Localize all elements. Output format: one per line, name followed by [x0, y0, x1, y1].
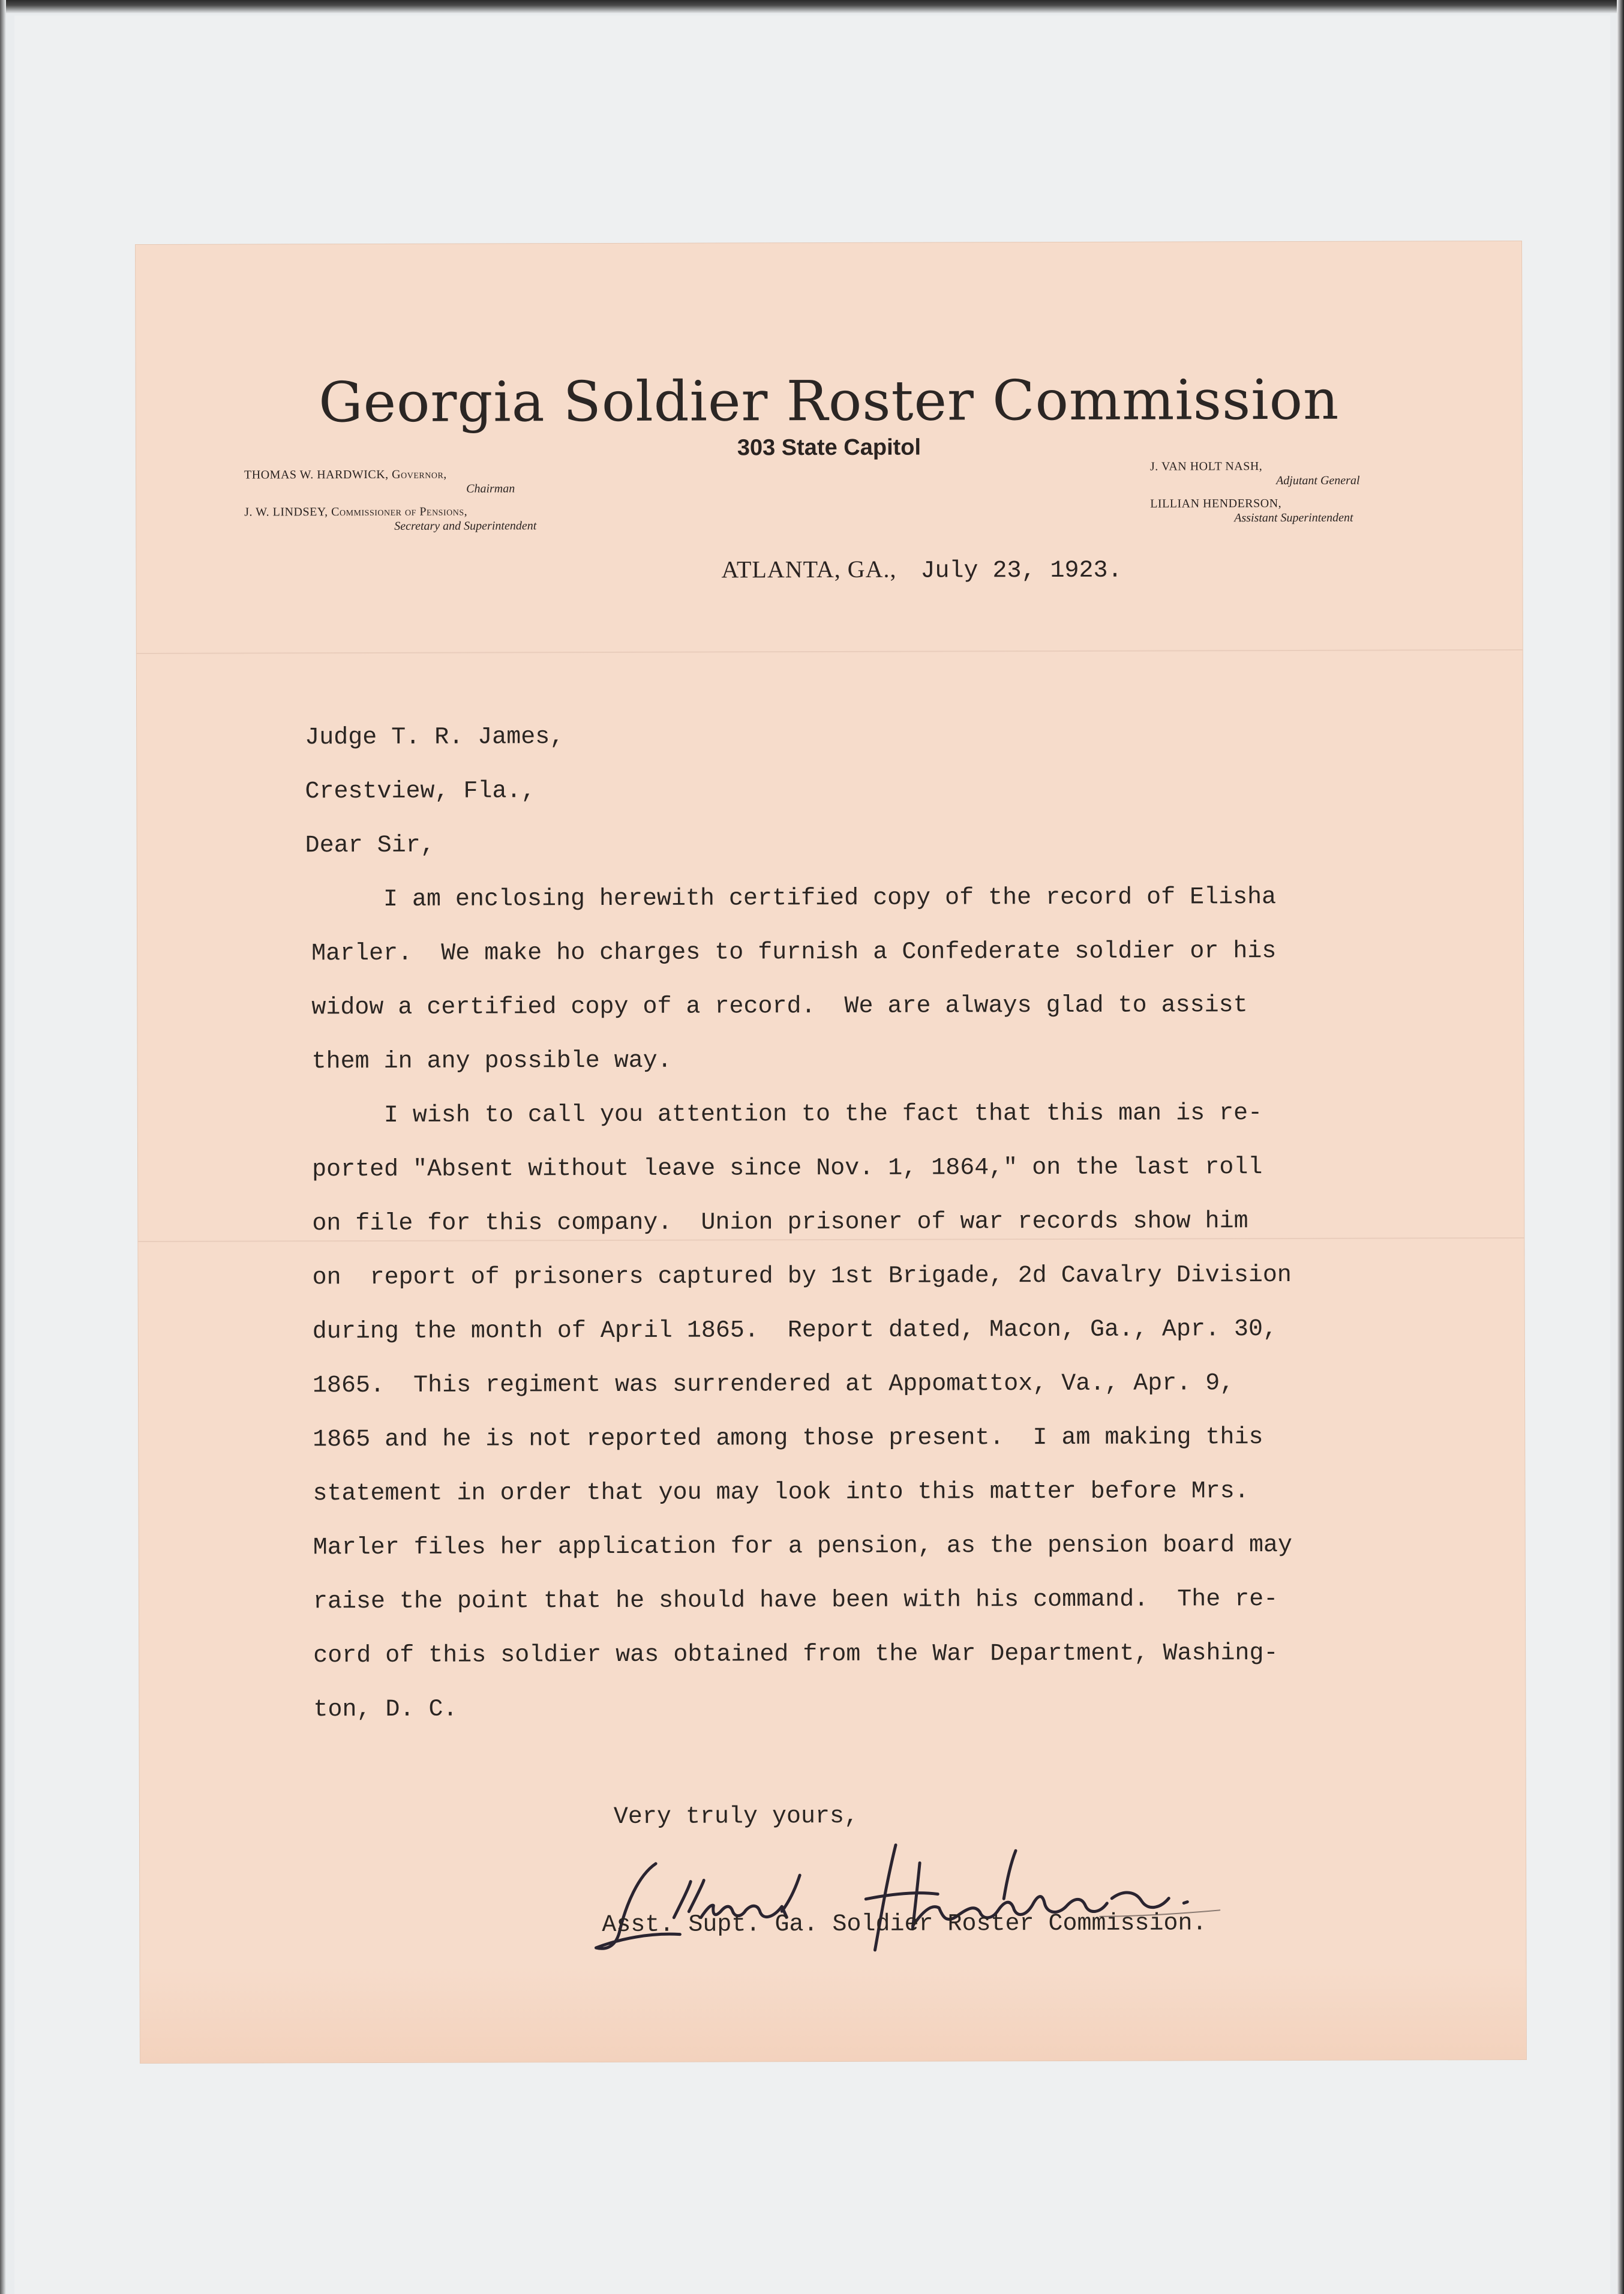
officer-role: Secretary and Superintendent	[394, 519, 537, 533]
body-line: ton, D. C.	[313, 1696, 458, 1724]
officer-name: J. VAN HOLT NASH,	[1149, 460, 1263, 473]
body-line: on file for this company. Union prisoner of war records show him	[312, 1208, 1248, 1238]
body-line: 1865. This regiment was surrendered at Appomattox, Va., Apr. 9,	[312, 1370, 1235, 1400]
letterhead-officer	[244, 504, 536, 533]
letterhead-officer	[244, 467, 515, 496]
scanner-edge-right	[1617, 0, 1624, 2294]
body-line: during the month of April 1865. Report dated, Macon, Ga., Apr. 30,	[312, 1316, 1278, 1346]
body-line: I wish to call you attention to the fact that this man is re-	[311, 1100, 1263, 1130]
letterhead-officer	[1150, 459, 1360, 488]
recipient-location: Crestview, Fla.,	[305, 778, 536, 806]
officer-role: Assistant Superintendent	[1234, 511, 1353, 525]
letterhead-address: 303 State Capitol	[737, 434, 921, 461]
signature-title: Asst. Supt. Ga. Soldier Roster Commission.	[602, 1910, 1207, 1939]
fold-crease	[138, 1237, 1524, 1242]
body-line: cord of this soldier was obtained from the War Department, Washing-	[313, 1640, 1278, 1670]
officer-name: J. W. LINDSEY, Commissioner of Pensions,	[244, 505, 468, 519]
officer-role: Adjutant General	[1276, 473, 1360, 488]
dateline	[721, 554, 1122, 586]
body-line: raise the point that he should have been with his command. The re-	[313, 1586, 1278, 1616]
letterhead-title: Georgia Soldier Roster Commission	[318, 367, 1340, 435]
letterhead-officer	[1150, 496, 1353, 526]
body-line: statement in order that you may look into this matter before Mrs.	[313, 1478, 1249, 1508]
body-line: ported "Absent without leave since Nov. 1, 1864," on the last roll	[312, 1154, 1263, 1184]
dateline-place: ATLANTA, GA.,	[721, 555, 897, 583]
recipient-name: Judge T. R. James,	[305, 724, 565, 752]
scanner-edge-left	[0, 0, 6, 2294]
body-line: 1865 and he is not reported among those present. I am making this	[313, 1424, 1263, 1454]
officer-name: LILLIAN HENDERSON,	[1150, 497, 1282, 511]
dateline-date: July 23, 1923.	[920, 557, 1122, 585]
body-line: Marler. We make ho charges to furnish a Confederate soldier or his	[311, 938, 1277, 968]
officer-name: THOMAS W. HARDWICK, Governor,	[244, 467, 447, 482]
body-line: widow a certified copy of a record. We are always glad to assist	[311, 992, 1248, 1022]
body-line: them in any possible way.	[311, 1047, 672, 1076]
fold-crease	[137, 649, 1523, 654]
scanner-edge-top	[0, 0, 1624, 13]
body-line: Marler files her application for a pension, as the pension board may	[313, 1531, 1293, 1562]
body-line: on report of prisoners captured by 1st Brigade, 2d Cavalry Division	[312, 1261, 1292, 1292]
closing: Very truly yours,	[613, 1803, 859, 1831]
body-line: I am enclosing herewith certified copy of the record of Elisha	[311, 884, 1277, 914]
letter-sheet	[136, 241, 1526, 2063]
officer-role: Chairman	[466, 482, 515, 496]
handwritten-signature	[584, 1826, 1262, 1966]
salutation: Dear Sir,	[305, 832, 435, 860]
